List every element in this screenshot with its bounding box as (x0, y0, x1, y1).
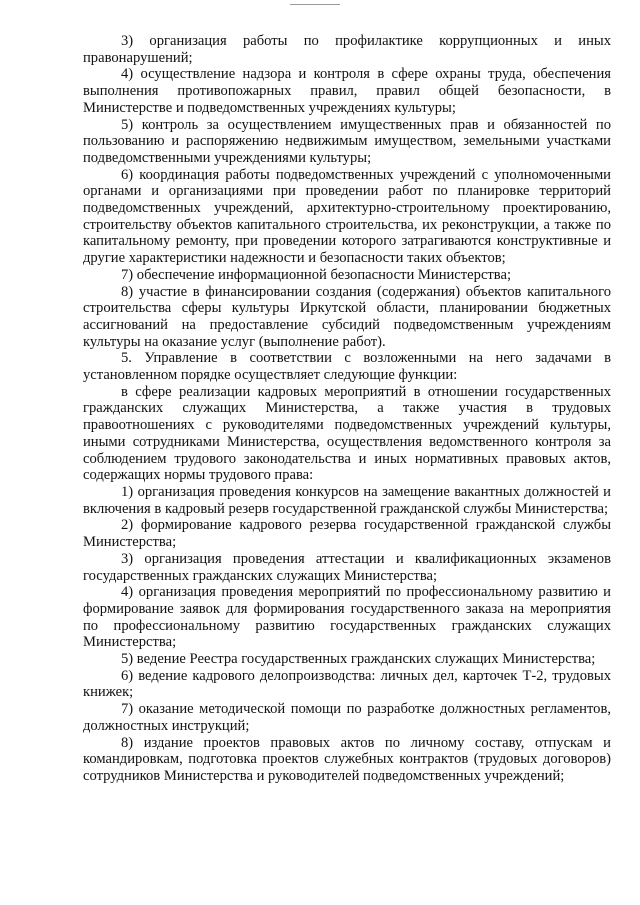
paragraph: 2) формирование кадрового резерва государственной гражданской службы Министерства; (83, 517, 611, 551)
paragraph: 8) издание проектов правовых актов по личному составу, отпускам и командировкам, подготовка проектов служебных контрактов (трудовых договоров) сотрудников Министерства и руководителей подведомственных учреждений; (83, 734, 611, 784)
document-text (83, 33, 611, 785)
paragraph: в сфере реализации кадровых мероприятий в отношении государственных гражданских служащих Министерства, а также участия в трудовых правоотношениях с руководителями подведомственных учреждений культуры, иными сотрудниками Министерства, осуществления ведомственного контроля за соблюдением трудового законодательства и иных нормативных правовых актов, содержащих нормы трудового права: (83, 383, 611, 484)
paragraph: 6) ведение кадрового делопроизводства: личных дел, карточек Т-2, трудовых книжек; (83, 667, 611, 701)
paragraph: 3) организация работы по профилактике коррупционных и иных правонарушений; (83, 33, 611, 66)
paragraph: 7) оказание методической помощи по разработке должностных регламентов, должностных инструкций; (83, 701, 611, 734)
paragraph: 3) организация проведения аттестации и квалификационных экзаменов государственных гражданских служащих Министерства; (83, 550, 611, 584)
paragraph: 4) осуществление надзора и контроля в сфере охраны труда, обеспечения выполнения противопожарных правил, правил общей безопасности, в Министерстве и подведомственных учреждениях культуры; (83, 66, 611, 116)
paragraph: 5) ведение Реестра государственных гражданских служащих Министерства; (121, 651, 596, 668)
paragraph: 7) обеспечение информационной безопасности Министерства; (121, 266, 512, 283)
paragraph: 1) организация проведения конкурсов на замещение вакантных должностей и включения в кадровый резерв государственной гражданской службы Министерства; (83, 483, 611, 517)
paragraph: 5. Управление в соответствии с возложенными на него задачами в установленном порядке осуществляет следующие функции: (83, 350, 611, 384)
paragraph: 5) контроль за осуществлением имущественных прав и обязанностей по пользованию и распоряжению недвижимым имуществом, земельными участками подведомственными учреждениями культуры; (83, 116, 611, 166)
paragraph: 4) организация проведения мероприятий по профессиональному развитию и формирование заявок для формирования государственного заказа на мероприятия по профессиональному развитию государственных гражданских служащих Министерства; (83, 584, 611, 651)
paragraph: 6) координация работы подведомственных учреждений с уполномоченными органами и организациями при проведении работ по планировке территорий подведомственных учреждений, архитектурно-строительному проектированию, строительству объектов капитального строительства, их реконструкции, а также по капитальному ремонту, при проведении которого затрагиваются конструктивные и другие характеристики надежности и безопасности таких объектов; (83, 166, 611, 267)
top-scan-mark (290, 4, 340, 5)
paragraph: 8) участие в финансировании создания (содержания) объектов капитального строительства сферы культуры Иркутской области, планировании бюджетных ассигнований на предоставление субсидий подведомственным учреждениям культуры на оказание услуг (выполнение работ). (83, 283, 611, 350)
